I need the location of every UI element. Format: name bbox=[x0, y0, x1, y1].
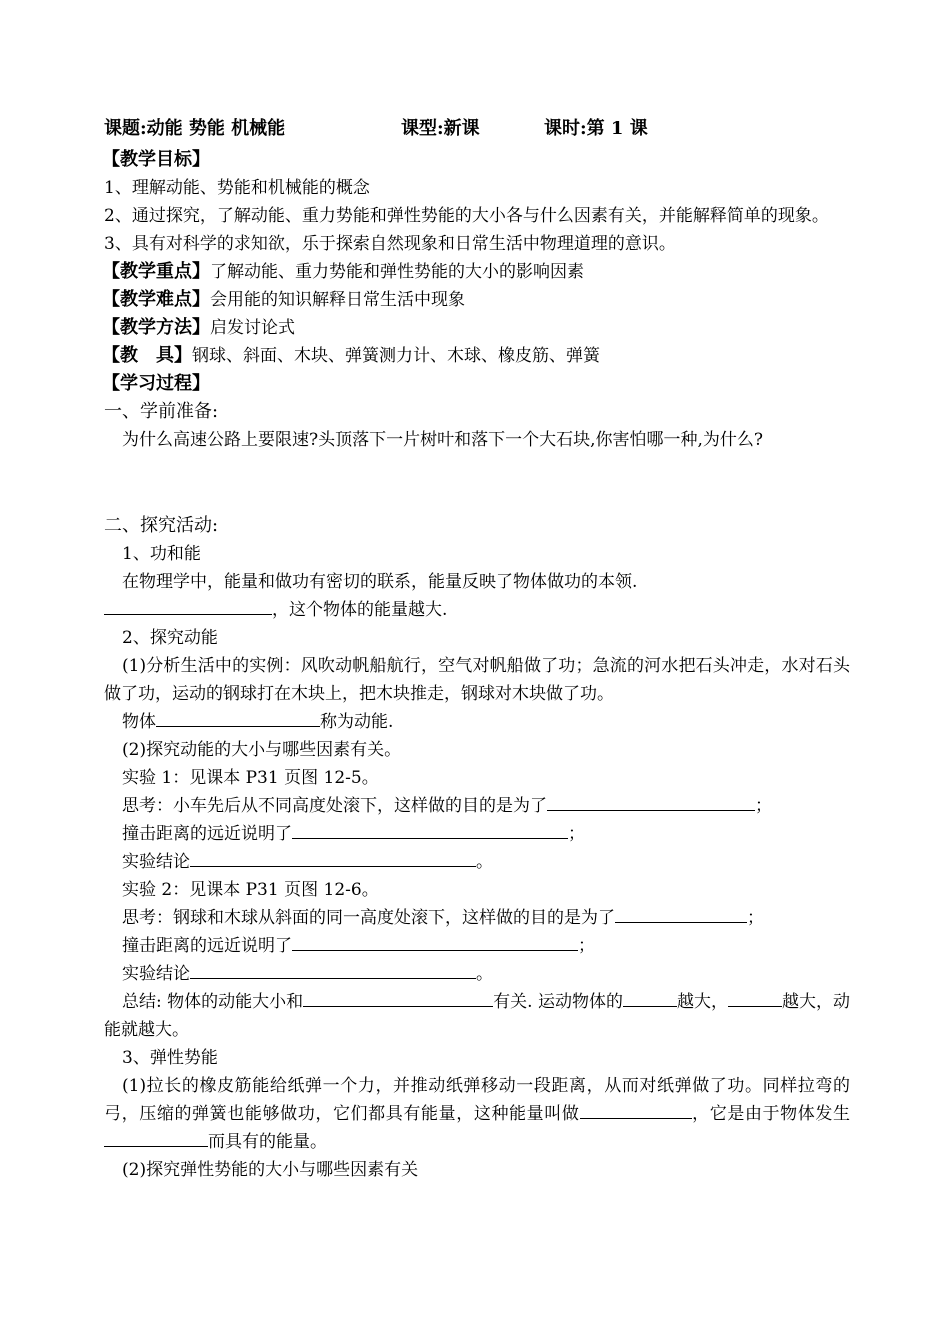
elastic-p1-c: 而具有的能量。 bbox=[208, 1132, 327, 1152]
distance-1-text: 撞击距离的远近说明了 bbox=[122, 824, 292, 844]
answer-blank[interactable] bbox=[547, 792, 755, 811]
conclusion-1-text: 实验结论 bbox=[122, 852, 190, 872]
think-1 bbox=[104, 792, 850, 820]
process-heading: 【学习过程】 bbox=[102, 373, 210, 394]
work-energy-line2 bbox=[104, 596, 850, 624]
answer-blank[interactable] bbox=[623, 988, 677, 1007]
elastic-p2: (2)探究弹性势能的大小与哪些因素有关 bbox=[122, 1160, 419, 1180]
kinetic-p1: (1)分析生活中的实例：风吹动帆船航行，空气对帆船做了功；急流的河水把石头冲走，水对石头做了功，运动的钢球打在木块上，把木块推走，钢球对木块做了功。 bbox=[104, 656, 850, 704]
conclusion-2-text: 实验结论 bbox=[122, 964, 190, 984]
tools bbox=[104, 342, 850, 370]
pre-question: 为什么高速公路上要限速?头顶落下一片树叶和落下一个大石块,你害怕哪一种,为什么? bbox=[122, 430, 764, 450]
answer-blank[interactable] bbox=[615, 904, 747, 923]
answer-blank[interactable] bbox=[728, 988, 782, 1007]
answer-blank[interactable] bbox=[190, 848, 476, 867]
kinetic-definition bbox=[104, 708, 850, 736]
key-point bbox=[104, 258, 850, 286]
difficulty-text: 会用能的知识解释日常生活中现象 bbox=[210, 290, 465, 310]
lesson-title bbox=[104, 112, 850, 146]
answer-blank[interactable] bbox=[190, 960, 476, 979]
distance-1 bbox=[104, 820, 850, 848]
semicolon: ； bbox=[755, 796, 772, 816]
answer-blank[interactable] bbox=[292, 932, 578, 951]
objective-3: 3、具有对科学的求知欲，乐于探索自然现象和日常生活中物理道理的意识。 bbox=[104, 234, 676, 254]
semicolon: ； bbox=[747, 908, 764, 928]
answer-blank[interactable] bbox=[156, 708, 320, 727]
answer-blank[interactable] bbox=[104, 1128, 208, 1147]
work-energy-line1: 在物理学中，能量和做功有密切的联系，能量反映了物体做功的本领. bbox=[122, 572, 638, 592]
elastic-p1-a: (1)拉长的橡皮筋能给纸弹一个力，并推动纸弹移动一段距离，从而对纸弹做了功。同样拉弯的弓，压缩的弹簧也能够做功，它们都具有能量，这种能量叫做 bbox=[104, 1076, 850, 1124]
answer-blank[interactable] bbox=[104, 596, 272, 615]
elastic-p1 bbox=[104, 1072, 850, 1156]
experiment-1: 实验 1：见课本 P31 页图 12-5。 bbox=[122, 768, 379, 788]
summary-mid1: 有关. 运动物体的 bbox=[493, 992, 623, 1012]
difficulty-label: 【教学难点】 bbox=[102, 289, 210, 310]
key-point-text: 了解动能、重力势能和弹性势能的大小的影响因素 bbox=[210, 262, 584, 282]
distance-2-text: 撞击距离的远近说明了 bbox=[122, 936, 292, 956]
kinetic-p2: (2)探究动能的大小与哪些因素有关。 bbox=[122, 740, 402, 760]
conclusion-2 bbox=[104, 960, 850, 988]
kinetic-title: 2、探究动能 bbox=[122, 628, 218, 648]
objectives-heading: 【教学目标】 bbox=[102, 149, 210, 170]
tools-label: 【教 具】 bbox=[102, 345, 192, 366]
semicolon: ； bbox=[578, 936, 595, 956]
answer-blank[interactable] bbox=[303, 988, 493, 1007]
elastic-title: 3、弹性势能 bbox=[122, 1048, 218, 1068]
work-energy-line2-text: ，这个物体的能量越大. bbox=[272, 600, 448, 620]
answer-blank[interactable] bbox=[292, 820, 568, 839]
document-page bbox=[104, 112, 850, 1184]
difficulty bbox=[104, 286, 850, 314]
pre-heading: 一、学前准备: bbox=[104, 401, 219, 422]
period: 。 bbox=[476, 964, 493, 984]
work-energy-title: 1、功和能 bbox=[122, 544, 201, 564]
semicolon: ； bbox=[568, 824, 585, 844]
think-2-text: 思考：钢球和木球从斜面的同一高度处滚下，这样做的目的是为了 bbox=[122, 908, 615, 928]
distance-2 bbox=[104, 932, 850, 960]
summary bbox=[104, 988, 850, 1044]
answer-blank[interactable] bbox=[580, 1100, 692, 1119]
summary-mid2: 越大， bbox=[676, 992, 728, 1012]
period: 。 bbox=[476, 852, 493, 872]
method bbox=[104, 314, 850, 342]
def-suffix: 称为动能. bbox=[320, 712, 394, 732]
objective-2: 2、通过探究，了解动能、重力势能和弹性势能的大小各与什么因素有关，并能解释简单的现象。 bbox=[104, 206, 829, 226]
lesson-topic: 课题:动能 势能 机械能 bbox=[104, 118, 286, 139]
think-2 bbox=[104, 904, 850, 932]
objective-1: 1、理解动能、势能和机械能的概念 bbox=[104, 178, 370, 198]
lesson-type: 课型:新课 bbox=[401, 118, 480, 139]
lesson-period: 课时:第 1 课 bbox=[544, 118, 648, 139]
elastic-p1-b: ，它是由于物体发生 bbox=[691, 1104, 850, 1124]
explore-heading: 二、探究活动: bbox=[104, 515, 219, 536]
method-label: 【教学方法】 bbox=[102, 317, 210, 338]
think-1-text: 思考：小车先后从不同高度处滚下，这样做的目的是为了 bbox=[122, 796, 547, 816]
experiment-2: 实验 2：见课本 P31 页图 12-6。 bbox=[122, 880, 379, 900]
conclusion-1 bbox=[104, 848, 850, 876]
def-prefix: 物体 bbox=[122, 712, 156, 732]
summary-prefix: 总结: 物体的动能大小和 bbox=[122, 992, 304, 1012]
summary-end: 越大，动能就越大。 bbox=[104, 992, 851, 1040]
tools-text: 钢球、斜面、木块、弹簧测力计、木球、橡皮筋、弹簧 bbox=[192, 346, 600, 366]
method-text: 启发讨论式 bbox=[210, 318, 295, 338]
key-point-label: 【教学重点】 bbox=[102, 261, 210, 282]
